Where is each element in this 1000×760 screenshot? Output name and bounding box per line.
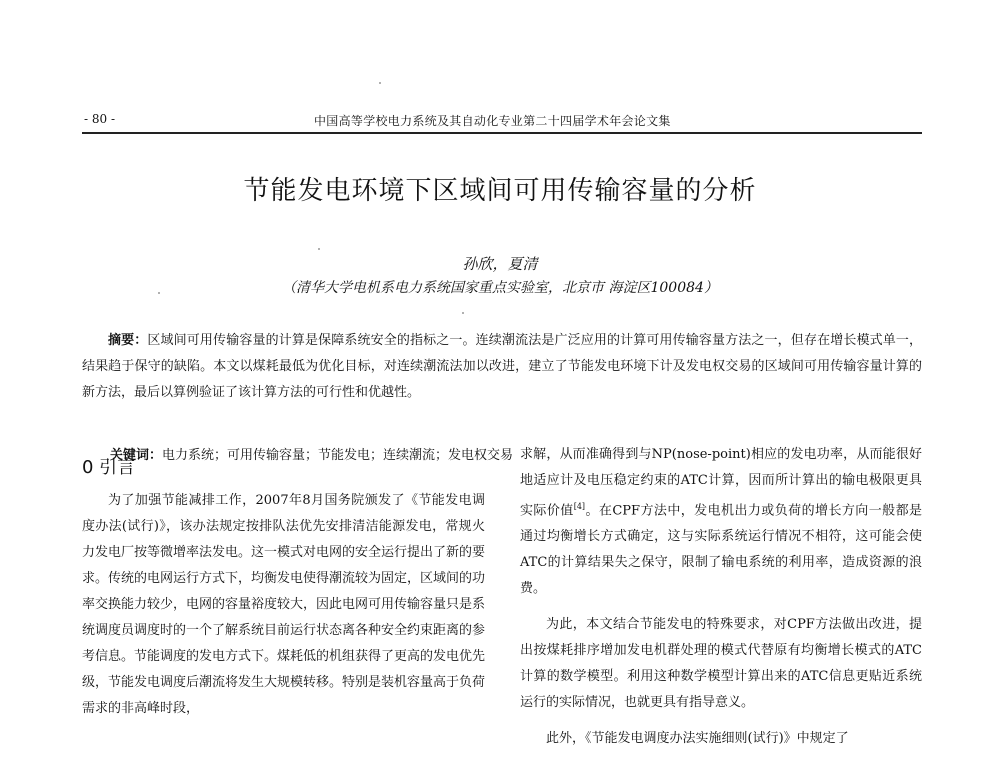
abstract-text: 区域间可用传输容量的计算是保障系统安全的指标之一。连续潮流法是广泛应用的计算可用传输容量方法之一，但存在增长模式单一，结果趋于保守的缺陷。本文以煤耗最低为优化目标，对连续潮流法加以改进，建立了节能发电环境下计及发电权交易的区域间可用传输容量计算的新方法，最后以算例验证了该计算方法的可行性和优越性。 [82,333,922,400]
right-paragraph-3: 此外，《节能发电调度办法实施细则(试行)》中规定了 [546,731,849,747]
abstract-label: 摘要： [108,333,148,348]
keywords-text: 电力系统；可用传输容量；节能发电；连续潮流；发电权交易 [162,448,514,463]
paper-title: 节能发电环境下区域间可用传输容量的分析 [243,176,757,206]
citation-ref: [4] [573,502,586,511]
scan-speck [318,248,320,250]
scan-speck [462,312,464,314]
right-paragraph-1 [520,442,922,602]
authors: 孙欣，夏清 [462,255,538,273]
scan-speck [379,82,381,84]
right-p1-text-a: 求解，从而准确得到与NP(nose-point)相应的发电功率，从而能很好地适应计及电压稳定约束的ATC计算，因而所计算出的输电极限更具实际价值 [520,447,922,519]
right-p1-text-b: 。在CPF方法中，发电机出力或负荷的增长方向一般都是通过均衡增长方式确定，这与实际系统运行情况不相符，这可能会使ATC的计算结果失之保守，限制了输电系统的利用率，造成资源的浪费。 [520,503,922,597]
affiliation: （清华大学电机系电力系统国家重点实验室，北京市 海淀区100084） [282,280,718,296]
section-title: 0 引言 [82,457,136,478]
keywords [110,444,513,463]
running-header [82,110,922,134]
running-title: 中国高等学校电力系统及其自动化专业第二十四届学术年会论文集 [314,114,671,128]
keywords-label: 关键词： [110,448,163,463]
right-column [520,442,922,752]
page-number: - 80 - [84,112,116,126]
right-paragraph-2: 为此，本文结合节能发电的特殊要求，对CPF方法做出改进，提出按煤耗排序增加发电机群处理的模式代替原有均衡增长模式的ATC计算的数学模型。利用这种数学模型计算出来的ATC信息更贴近系统运行的实际情况，也就更具有指导意义。 [520,617,922,711]
abstract [82,328,922,406]
left-column-paragraph: 为了加强节能减排工作，2007年8月国务院颁发了《节能发电调度办法(试行)》，该办法规定按排队法优先安排清洁能源发电，常规火力发电厂按等微增率法发电。这一模式对电网的安全运行提出了新的要求。传统的电网运行方式下，均衡发电使得潮流较为固定，区域间的功率交换能力较少，电网的容量裕度较大，因此电网可用传输容量只是系统调度员调度时的一个了解系统目前运行状态离各种安全约束距离的参考信息。节能调度的发电方式下。煤耗低的机组获得了更高的发电优先级，节能发电调度后潮流将发生大规模转移。特别是装机容量高于负荷需求的非高峰时段， [82,493,486,716]
